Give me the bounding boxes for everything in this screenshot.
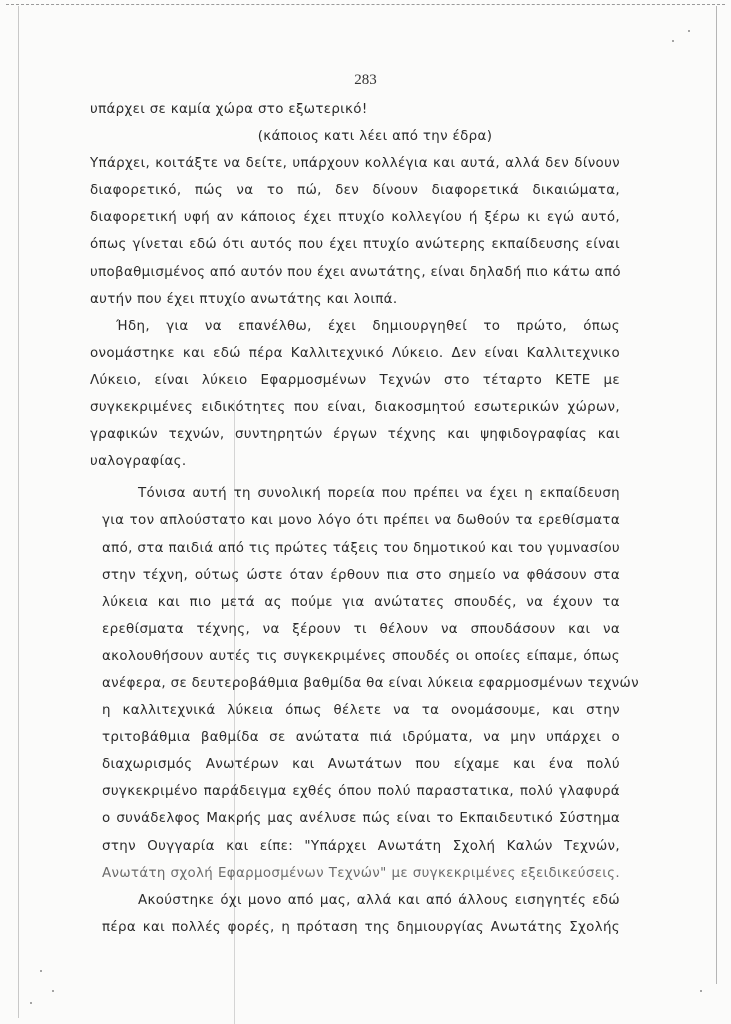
- text-line: υπάρχει σε καμία χώρα στο εξωτερικό!: [90, 102, 368, 117]
- scan-speck: [52, 990, 54, 992]
- text-line: γραφικών τεχνών, συντηρητών έργων τέχνης και ψηφιδογραφίας και: [90, 427, 620, 443]
- text-line: στην τέχνη, ούτως ώστε όταν έρθουν πια στο σημείο να φθάσουν στα: [102, 567, 620, 583]
- scan-speck: [672, 40, 674, 42]
- text-line: τριτοβάθμια βαθμίδα σε ανώτατα πιά ιδρύματα, να μην υπάρχει ο: [102, 730, 620, 746]
- text-line: όπως γίνεται εδώ ότι αυτός που έχει πτυχίο ανώτερης εκπαίδευσης είναι: [90, 237, 620, 253]
- text-line: ακολουθήσουν αυτές τις συγκεκριμένες σπουδές οι οποίες είπαμε, όπως: [102, 648, 620, 664]
- text-line: Τόνισα αυτή τη συνολική πορεία που πρέπει να έχει η εκπαίδευση: [138, 486, 620, 502]
- text-line: υαλογραφίας.: [90, 454, 187, 470]
- text-line: στην Ουγγαρία και είπε: "Υπάρχει Ανωτάτη Σχολή Καλών Τεχνών,: [102, 838, 620, 854]
- text-line: ονομάστηκε και εδώ πέρα Καλλιτεχνικό Λύκειο. Δεν είναι Καλλιτεχνικο: [90, 345, 620, 361]
- scan-speck: [688, 30, 690, 32]
- text-line: ανέφερα, σε δευτεροβάθμια βαθμίδα θα είναι λύκεια εφαρμοσμένων τεχνών: [102, 675, 639, 691]
- text-line: (κάποιος κατι λέει από την έδρα): [257, 129, 493, 145]
- text-line: για τον απλούστατο και μονο λόγο ότι πρέπει να δωθούν τα ερεθίσματα: [102, 513, 620, 529]
- text-line: από, στα παιδιά από τις πρώτες τάξεις του δημοτικού και του γυμνασίου: [102, 540, 620, 556]
- text-line: διαχωρισμός Ανωτέρων και Ανωτάτων που είχαμε και ένα πολύ: [102, 757, 620, 773]
- text-line: διαφορετικό, πώς να το πώ, δεν δίνουν διαφορετικά δικαιώματα,: [90, 183, 620, 199]
- text-line: πέρα και πολλές φορές, η πρόταση της δημιουργίας Ανωτάτης Σχολής: [102, 919, 620, 935]
- text-line: λύκεια και πιο μετά ας πούμε για ανώτατες σπουδές, να έχουν τα: [102, 594, 620, 610]
- scan-speck: [40, 970, 42, 972]
- body-text: [90, 96, 639, 941]
- text-line: συγκεκριμένο παράδειγμα εχθές όπου πολύ παραστατικα, πολύ γλαφυρά: [102, 784, 620, 800]
- page-left-edge: [18, 6, 19, 1018]
- text-line: Λύκειο, είναι λύκειο Εφαρμοσμένων Τεχνών στο τέταρτο ΚΕΤΕ με: [90, 372, 620, 388]
- text-line: συγκεκριμένες ειδικότητες που είναι, διακοσμητού εσωτερικών χώρων,: [90, 400, 620, 416]
- text-line: αυτήν που έχει πτυχίο ανωτάτης και λοιπά.: [90, 291, 398, 307]
- text-line: η καλλιτεχνικά λύκεια όπως θέλετε να τα ονομάσουμε, και στην: [102, 703, 620, 719]
- text-line: ο συνάδελφος Μακρής μας ανέλυσε πώς είναι το Εκπαιδευτικό Σύστημα: [102, 811, 620, 827]
- page-right-edge: [716, 6, 717, 984]
- page-number: 283: [354, 72, 377, 88]
- page-top-edge: [6, 4, 725, 7]
- scan-speck: [30, 1002, 32, 1004]
- text-line: Ήδη, για να επανέλθω, έχει δημιουργηθεί το πρώτο, όπως: [116, 318, 620, 334]
- text-line: Ακούστηκε όχι μονο από μας, αλλά και από άλλους εισηγητές εδώ: [138, 892, 620, 908]
- scan-speck: [700, 990, 702, 992]
- text-line: διαφορετική υφή αν κάποιος έχει πτυχίο κολλεγίου ή ξέρω κι εγώ αυτό,: [90, 210, 620, 226]
- text-line: Ανωτάτη σχολή Εφαρμοσμένων Τεχνών" με συγκεκριμένες εξειδικεύσεις.: [102, 865, 620, 881]
- text-line: Υπάρχει, κοιτάξτε να δείτε, υπάρχουν κολλέγια και αυτά, αλλά δεν δίνουν: [90, 156, 620, 172]
- text-line: υποβαθμισμένος από αυτόν που έχει ανωτάτης, είναι δηλαδή πιο κάτω από: [90, 264, 621, 280]
- text-line: ερεθίσματα τέχνης, να ξέρουν τι θέλουν να σπουδάσουν και να: [102, 621, 620, 637]
